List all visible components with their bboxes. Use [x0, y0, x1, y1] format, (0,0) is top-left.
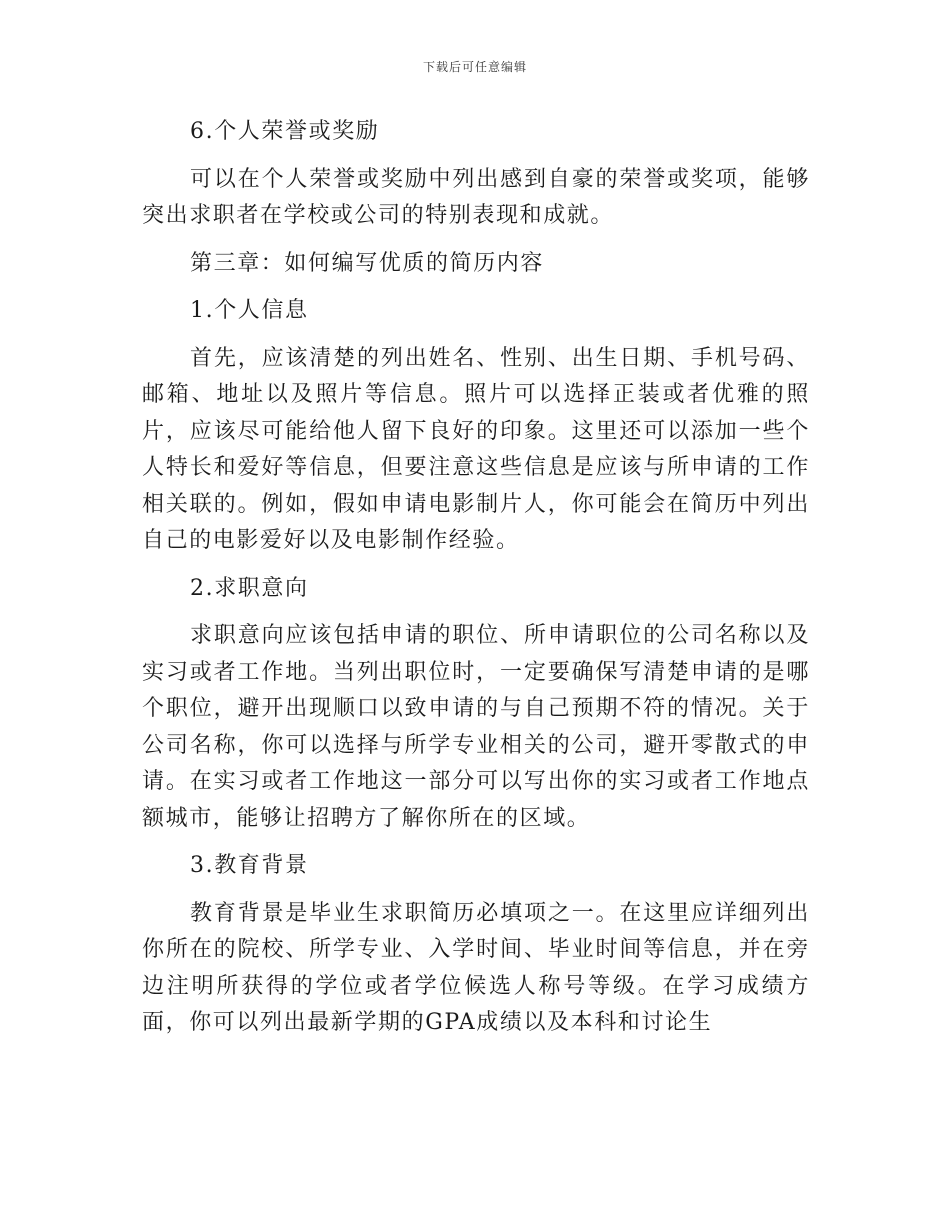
page-header: 下载后可任意编辑 [422, 60, 527, 74]
paragraph-honors: 可以在个人荣誉或奖励中列出感到自豪的荣誉或奖项，能够突出求职者在学校或公司的特别表现和成就。 [142, 166, 810, 228]
section-heading-honors: 6.个人荣誉或奖励 [190, 119, 380, 144]
paragraph-personal-info: 首先，应该清楚的列出姓名、性别、出生日期、手机号码、邮箱、地址以及照片等信息。照片可以选择正装或者优雅的照片，应该尽可能给他人留下良好的印象。这里还可以添加一些个人特长和爱好等信息，但要注意这些信息是应该与所申请的工作相关联的。例如，假如申请电影制片人，你可能会在简历中列出自己的电影爱好以及电影制作经验。 [142, 345, 810, 553]
paragraph-education: 教育背景是毕业生求职简历必填项之一。在这里应详细列出你所在的院校、所学专业、入学时间、毕业时间等信息，并在旁边注明所获得的学位或者学位候选人称号等级。在学习成绩方面，你可以列出最新学期的GPA成绩以及本科和讨论生 [142, 900, 810, 1035]
paragraph-job-intention: 求职意向应该包括申请的职位、所申请职位的公司名称以及实习或者工作地。当列出职位时，一定要确保写清楚申请的是哪个职位，避开出现顺口以致申请的与自己预期不符的情况。关于公司名称，你可以选择与所学专业相关的公司，避开零散式的申请。在实习或者工作地这一部分可以写出你的实习或者工作地点额城市，能够让招聘方了解你所在的区域。 [142, 623, 810, 831]
chapter-heading-3: 第三章：如何编写优质的简历内容 [190, 250, 545, 276]
section-heading-job-intention: 2.求职意向 [190, 575, 309, 601]
document-body [142, 114, 810, 1053]
section-heading-education: 3.教育背景 [190, 853, 309, 878]
section-heading-personal-info: 1.个人信息 [190, 298, 309, 323]
